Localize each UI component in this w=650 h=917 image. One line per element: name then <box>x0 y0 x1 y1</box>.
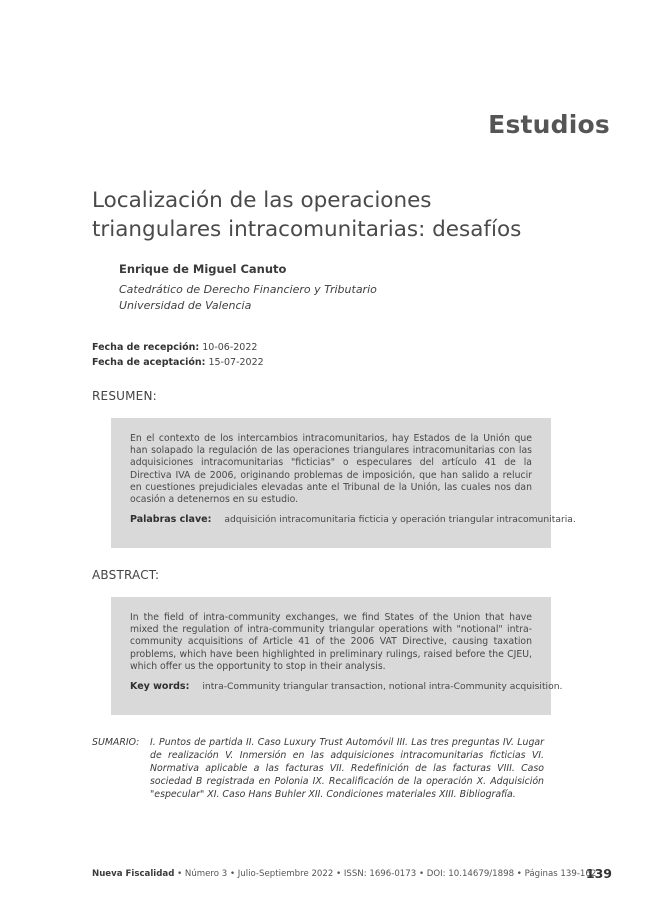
author-institution: Universidad de Valencia <box>119 299 252 312</box>
resumen-label: RESUMEN: <box>92 389 157 403</box>
abstract-keywords-label: Key words: <box>130 681 190 693</box>
resumen-box <box>111 418 576 548</box>
resumen-keywords-text: adquisición intracomunitaria ficticia y operación triangular intracomunitaria. <box>224 514 576 526</box>
sumario-label: SUMARIO: <box>92 737 140 748</box>
received-date <box>92 340 264 355</box>
received-label: Fecha de recepción: <box>92 342 200 353</box>
section-heading: Estudios <box>488 110 610 139</box>
accepted-date <box>92 355 264 370</box>
resumen-text: En el contexto de los intercambios intracomunitarios, hay Estados de la Unión que han solapado la regulación de las operaciones triangulares intracomunitarias con las adquisiciones intracomunitarias "ficticias" o especulares del artículo 41 de la Directiva IVA de 2006, originando problemas de imposición, que han salido a relucir en cuestiones prejudiciales elevadas ante el Tribunal de la Unión, las cuales nos dan ocasión a detenernos en su estudio. <box>130 433 532 506</box>
sumario <box>92 736 544 801</box>
page-number: 139 <box>585 866 612 881</box>
author-name: Enrique de Miguel Canuto <box>119 262 287 276</box>
abstract-text: In the field of intra-community exchanges, we find States of the Union that have mixed the regulation of intra-community triangular operations with "notional" intra-community acquisitions of Article 41 of the 2006 VAT Directive, causing taxation problems, which have been highlighted in preliminary rulings, raised before the CJEU, which offer us the opportunity to stop in their analysis. <box>130 612 532 672</box>
accepted-label: Fecha de aceptación: <box>92 357 206 368</box>
author-affiliation <box>119 282 377 314</box>
abstract-label: ABSTRACT: <box>92 568 160 582</box>
author-position: Catedrático de Derecho Financiero y Tributario <box>119 283 377 296</box>
footer <box>92 869 596 879</box>
accepted-value: 15-07-2022 <box>208 357 264 368</box>
abstract-keywords <box>130 681 563 693</box>
title-line-1: Localización de las operaciones <box>92 188 432 213</box>
footer-details: • Número 3 • Julio-Septiembre 2022 • ISSN: 1696-0173 • DOI: 10.14679/1898 • Páginas 139-162 <box>174 869 597 879</box>
received-value: 10-06-2022 <box>202 342 258 353</box>
dates-block <box>92 340 264 370</box>
abstract-box <box>111 597 563 715</box>
article-title <box>92 186 532 244</box>
abstract-keywords-text: intra-Community triangular transaction, notional intra-Community acquisition. <box>202 681 563 693</box>
resumen-keywords <box>130 514 576 526</box>
resumen-keywords-label: Palabras clave: <box>130 514 212 526</box>
sumario-text: I. Puntos de partida II. Caso Luxury Trust Automóvil III. Las tres preguntas IV. Lugar de realización V. Inmersión en las adquisiciones intracomunitarias ficticias VI. Normativa aplicable a las facturas VII. Redefinición de las facturas VIII. Caso sociedad B registrada en Polonia IX. Recalificación de la operación X. Adquisición "especular" XI. Caso Hans Buhler XII. Condiciones materiales XIII. Bibliografía. <box>150 737 544 800</box>
footer-journal: Nueva Fiscalidad <box>92 869 175 879</box>
title-line-2: triangulares intracomunitarias: desafíos <box>92 217 522 242</box>
